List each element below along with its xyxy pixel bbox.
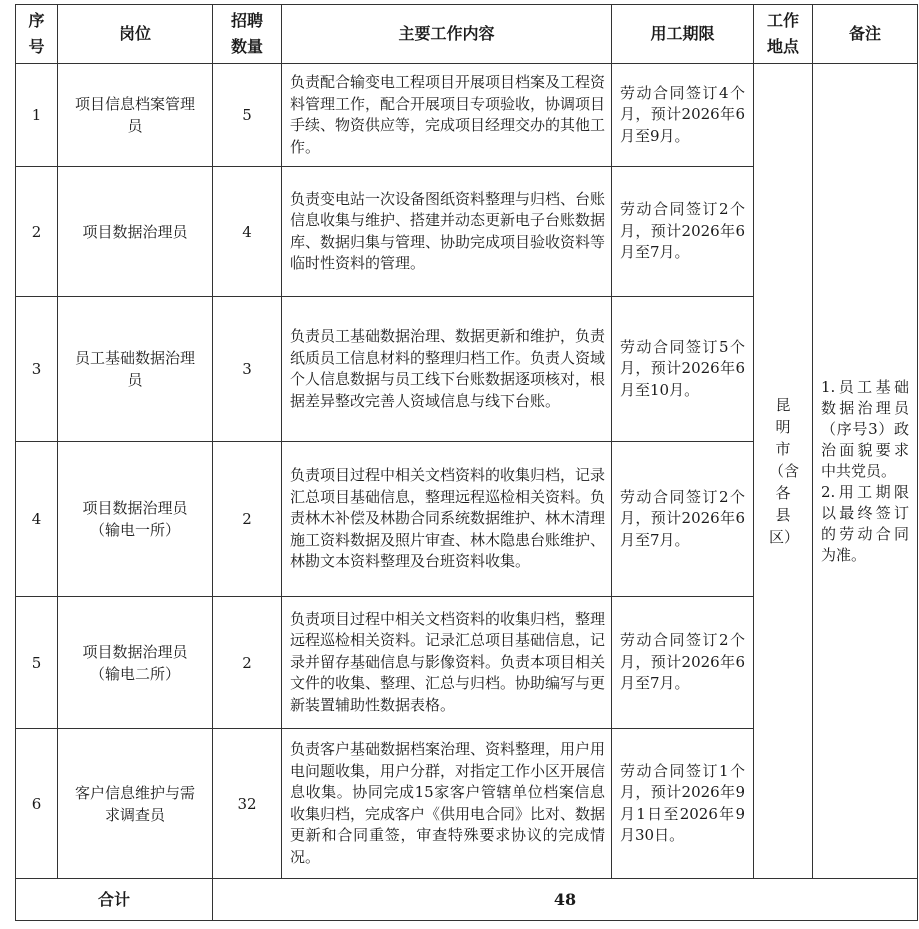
header-note: 备注 (813, 5, 918, 64)
note-item-2: 2.用工期限以最终签订的劳动合同为准。 (821, 482, 909, 564)
header-quantity: 招聘数量 (213, 5, 282, 64)
row-position: 员工基础数据治理员 (58, 297, 213, 442)
row-content: 负责项目过程中相关文档资料的收集归档，记录汇总项目基础信息，整理远程巡检相关资料。负责林木补偿及林勘合同系统数据维护、林木清理施工资料数据及照片审查、林木隐患台账维护、林勘文本资料整理及台班资料收集。 (282, 442, 612, 597)
total-row (16, 879, 918, 921)
header-location: 工作地点 (754, 5, 813, 64)
recruitment-table-container (15, 4, 918, 921)
row-position: 项目信息档案管理员 (58, 64, 213, 167)
row-position: 项目数据治理员（输电一所） (58, 442, 213, 597)
row-period: 劳动合同签订2个月，预计2026年6月至7月。 (612, 442, 754, 597)
note-cell (813, 64, 918, 879)
row-quantity: 2 (213, 442, 282, 597)
header-period: 用工期限 (612, 5, 754, 64)
row-index: 1 (16, 64, 58, 167)
recruitment-table (15, 4, 918, 921)
location-text: 昆明市（含各县区） (769, 396, 800, 546)
header-index: 序号 (16, 5, 58, 64)
row-quantity: 3 (213, 297, 282, 442)
row-content: 负责客户基础数据档案治理、资料整理，用户用电问题收集，用户分群，对指定工作小区开展信息收集。协同完成15家客户管辖单位档案信息收集归档，完成客户《供用电合同》比对、数据更新和合同重签，审查特殊要求协议的完成情况。 (282, 729, 612, 879)
row-quantity: 4 (213, 167, 282, 297)
row-index: 5 (16, 597, 58, 729)
row-position: 项目数据治理员 (58, 167, 213, 297)
row-content: 负责项目过程中相关文档资料的收集归档，整理远程巡检相关资料。记录汇总项目基础信息，记录并留存基础信息与影像资料。负责本项目相关文件的收集、整理、汇总与归档。协助编写与更新装置辅助性数据表格。 (282, 597, 612, 729)
row-quantity: 5 (213, 64, 282, 167)
note-text (813, 377, 917, 566)
table-row (16, 64, 918, 167)
row-content: 负责配合输变电工程项目开展项目档案及工程资料管理工作，配合开展项目专项验收，协调项目手续、物资供应等，完成项目经理交办的其他工作。 (282, 64, 612, 167)
row-position: 客户信息维护与需求调查员 (58, 729, 213, 879)
header-content: 主要工作内容 (282, 5, 612, 64)
row-index: 4 (16, 442, 58, 597)
total-value: 48 (213, 879, 918, 921)
row-index: 2 (16, 167, 58, 297)
row-period: 劳动合同签订5个月，预计2026年6月至10月。 (612, 297, 754, 442)
note-item-1: 1.员工基础数据治理员（序号3）政治面貌要求中共党员。 (821, 377, 909, 480)
row-index: 6 (16, 729, 58, 879)
row-quantity: 2 (213, 597, 282, 729)
row-content: 负责变电站一次设备图纸资料整理与归档、台账信息收集与维护、搭建并动态更新电子台账数据库、数据归集与管理、协助完成项目验收资料等临时性资料的管理。 (282, 167, 612, 297)
row-index: 3 (16, 297, 58, 442)
row-quantity: 32 (213, 729, 282, 879)
row-period: 劳动合同签订2个月，预计2026年6月至7月。 (612, 597, 754, 729)
row-period: 劳动合同签订2个月，预计2026年6月至7月。 (612, 167, 754, 297)
location-cell (754, 64, 813, 879)
header-row (16, 5, 918, 64)
row-period: 劳动合同签订1个月，预计2026年9月1日至2026年9月30日。 (612, 729, 754, 879)
header-position: 岗位 (58, 5, 213, 64)
row-content: 负责员工基础数据治理、数据更新和维护，负责纸质员工信息材料的整理归档工作。负责人资域个人信息数据与员工线下台账数据逐项核对，根据差异整改完善人资域信息与线下台账。 (282, 297, 612, 442)
row-position: 项目数据治理员（输电二所） (58, 597, 213, 729)
total-label: 合计 (16, 879, 213, 921)
row-period: 劳动合同签订4个月，预计2026年6月至9月。 (612, 64, 754, 167)
